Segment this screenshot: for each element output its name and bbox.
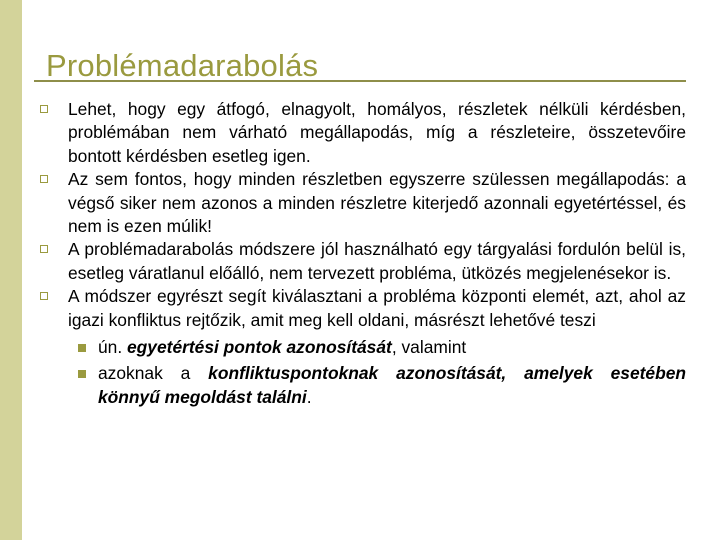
filled-square-bullet-icon: [78, 370, 86, 378]
bullet-text: A problémadarabolás módszere jól használható egy tárgyalási fordulón belül is, esetleg váratlanul előálló, nem tervezett probléma, ütközés megjelenésekor is.: [68, 239, 686, 283]
sub-bullet-text-after: , valamint: [391, 337, 467, 358]
sub-bullet-item: [40, 336, 686, 359]
sub-bullet-text-emphasis: konfliktuspontoknak azonosítását, amelyek esetében könnyű megoldást találni: [98, 363, 687, 407]
bullet-text: Az sem fontos, hogy minden részletben egyszerre szülessen megállapodás: a végső siker nem azonos a minden részletre kiterjedő azonnali egyetértéssel, és nem is ezen múlik!: [68, 169, 686, 237]
sub-bullet-text-emphasis: egyetértési pontok azonosítását: [127, 337, 392, 358]
left-accent-bar: [0, 0, 22, 540]
hollow-square-bullet-icon: [40, 175, 48, 183]
sub-bullet-item: [40, 362, 686, 409]
bullet-text: A módszer egyrészt segít kiválasztani a probléma központi elemét, azt, ahol az igazi konfliktus rejtőzik, amit meg kell oldani, másrészt lehetővé teszi: [68, 286, 686, 330]
bullet-item: [40, 98, 686, 168]
slide-content: [40, 98, 686, 409]
title-underline: [34, 80, 686, 82]
slide-title: Problémadarabolás: [46, 48, 319, 83]
hollow-square-bullet-icon: [40, 292, 48, 300]
hollow-square-bullet-icon: [40, 245, 48, 253]
sub-bullet-text-before: azoknak a: [98, 363, 209, 384]
bullet-item: [40, 285, 686, 332]
filled-square-bullet-icon: [78, 344, 86, 352]
sub-bullet-text-after: .: [306, 386, 312, 407]
bullet-item: [40, 238, 686, 285]
bullet-text: Lehet, hogy egy átfogó, elnagyolt, homályos, részletek nélküli kérdésben, problémában nem várható megállapodás, míg a részleteire, összetevőire bontott kérdésben esetleg igen.: [68, 99, 686, 166]
hollow-square-bullet-icon: [40, 105, 48, 113]
sub-bullet-text-before: ún.: [98, 337, 128, 358]
bullet-item: [40, 168, 686, 238]
